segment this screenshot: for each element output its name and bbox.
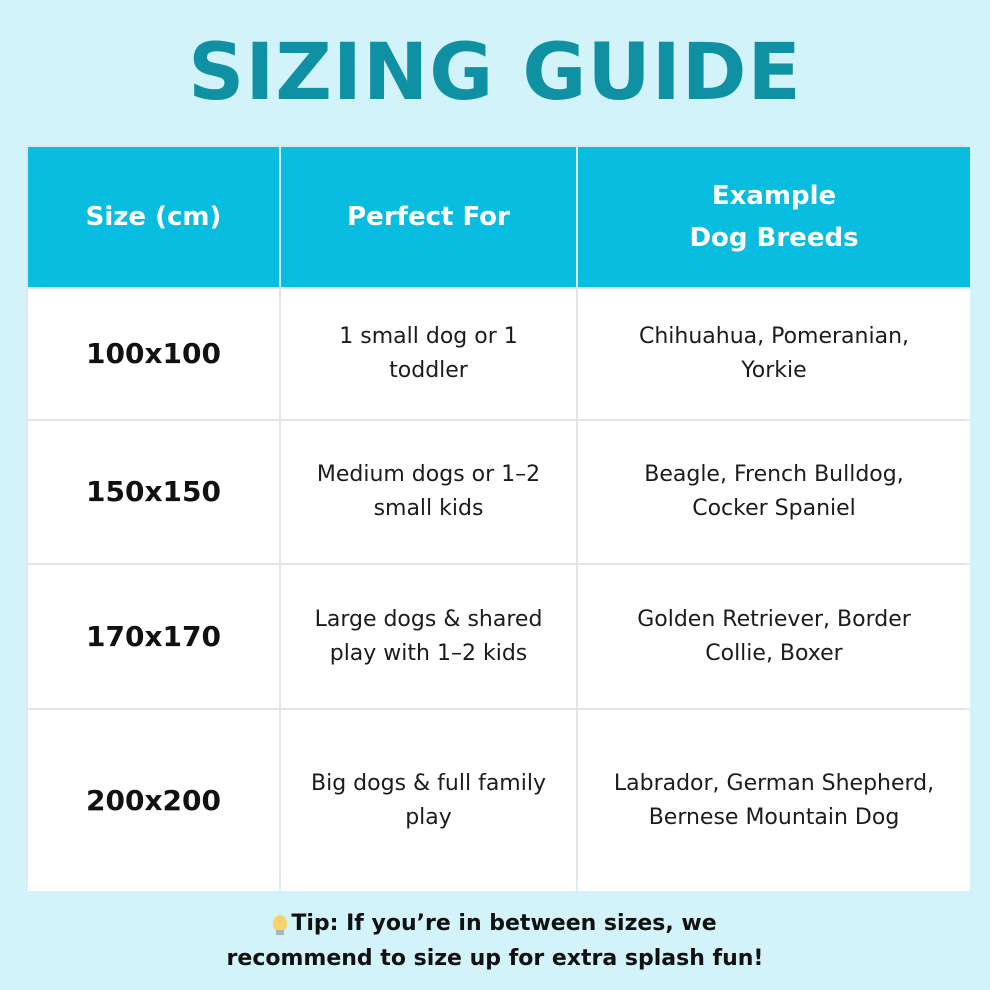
row-perfect-for-text: Large dogs & shared play with 1–2 kids bbox=[314, 606, 543, 666]
row-perfect-for-text: Medium dogs or 1–2 small kids bbox=[316, 462, 541, 521]
row-perfect-for bbox=[281, 565, 576, 708]
row-perfect-for bbox=[281, 289, 576, 419]
row-perfect-for bbox=[281, 710, 576, 891]
row-size: 150x150 bbox=[28, 421, 279, 563]
row-breeds bbox=[578, 421, 970, 563]
tip-line-2: recommend to size up for extra splash fun! bbox=[226, 946, 764, 971]
row-breeds-text: Labrador, German Shepherd, Bernese Mountain Dog bbox=[613, 770, 935, 830]
header-example-breeds-text: Example Dog Breeds bbox=[689, 181, 859, 253]
header-size: Size (cm) bbox=[28, 147, 279, 287]
tip-line-1: Tip: If you’re in between sizes, we bbox=[291, 911, 717, 936]
row-breeds bbox=[578, 565, 970, 708]
page-title: SIZING GUIDE bbox=[188, 28, 802, 118]
row-perfect-for bbox=[281, 421, 576, 563]
row-perfect-for-text: 1 small dog or 1 toddler bbox=[339, 324, 518, 383]
row-breeds-text: Beagle, French Bulldog, Cocker Spaniel bbox=[644, 462, 904, 521]
row-size: 200x200 bbox=[28, 710, 279, 891]
row-breeds-text: Chihuahua, Pomeranian, Yorkie bbox=[638, 324, 910, 383]
row-perfect-for-text: Big dogs & full family play bbox=[311, 770, 546, 830]
sizing-table bbox=[26, 145, 964, 881]
row-breeds-text: Golden Retriever, Border Collie, Boxer bbox=[637, 606, 911, 666]
tip-note bbox=[0, 906, 990, 976]
row-breeds bbox=[578, 710, 970, 891]
tip-text bbox=[227, 911, 764, 971]
header-perfect-for: Perfect For bbox=[281, 147, 576, 287]
row-size: 100x100 bbox=[28, 289, 279, 419]
row-breeds bbox=[578, 289, 970, 419]
header-example-breeds bbox=[578, 147, 970, 287]
row-size: 170x170 bbox=[28, 565, 279, 708]
lightbulb-icon bbox=[273, 915, 287, 931]
